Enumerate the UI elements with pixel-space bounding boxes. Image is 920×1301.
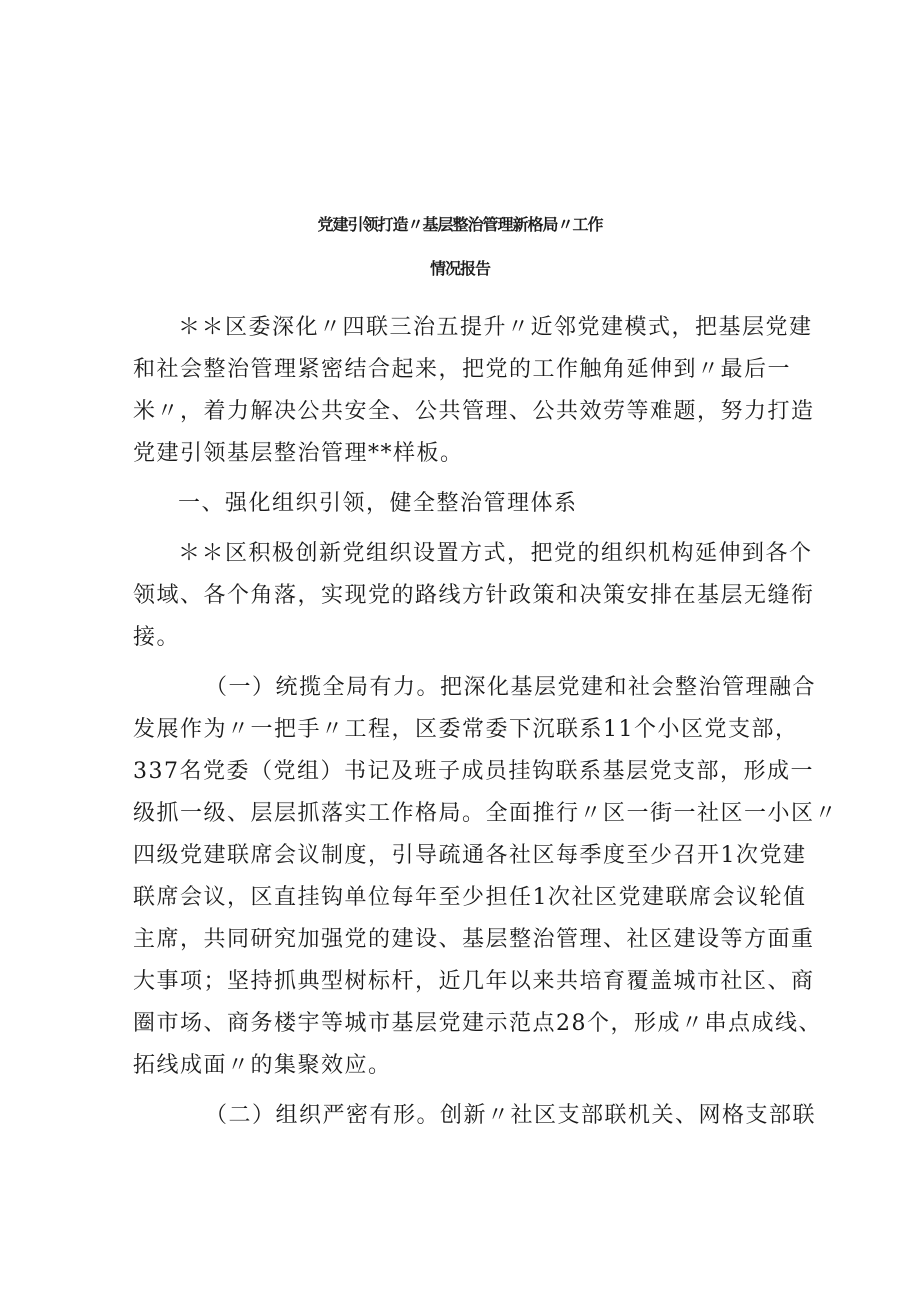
document-title-line-2: 情况报告 (429, 259, 490, 278)
paragraph-3-line-7: 主席，共同研究加强党的建设、基层整治管理、社区建设等方面重 (133, 927, 815, 952)
paragraph-2-line-2: 领域、各个角落，实现党的路线方针政策和决策安排在基层无缝衔 (133, 583, 815, 608)
paragraph-3-line-2: 发展作为〃一把手〃工程，区委常委下沉联系11个小区党支部， (133, 717, 799, 742)
paragraph-3-line-6: 联席会议，区直挂钩单位每年至少担任1次社区党建联席会议轮值 (133, 885, 807, 910)
paragraph-1-line-1: ＊＊区委深化〃四联三治五提升〃近邻党建模式，把基层党建 (178, 315, 813, 340)
document-title-line-1: 党建引领打造〃基层整治管理新格局〃工作 (317, 215, 603, 234)
paragraph-2-line-3: 接。 (133, 625, 181, 650)
paragraph-3-line-9: 圈市场、商务楼宇等城市基层党建示范点28个，形成〃串点成线、 (133, 1011, 822, 1036)
paragraph-3-line-4: 级抓一级、层层抓落实工作格局。全面推行〃区一街一社区一小区〃 (133, 801, 839, 826)
section-heading-1: 一、强化组织引领，健全整治管理体系 (178, 491, 578, 516)
paragraph-3-line-3: 337名党委（党组）书记及班子成员挂钩联系基层党支部，形成一 (133, 759, 814, 784)
paragraph-3-line-5: 四级党建联席会议制度，引导疏通各社区每季度至少召开1次党建 (133, 843, 807, 868)
paragraph-1-line-3: 米〃，着力解决公共安全、公共管理、公共效劳等难题，努力打造 (133, 399, 815, 424)
paragraph-4-line-1: （二）组织严密有形。创新〃社区支部联机关、网格支部联 (205, 1103, 817, 1128)
paragraph-1-line-2: 和社会整治管理紧密结合起来，把党的工作触角延伸到〃最后一 (133, 357, 792, 382)
paragraph-3-line-1: （一）统揽全局有力。把深化基层党建和社会整治管理融合 (205, 675, 817, 700)
paragraph-3-line-8: 大事项；坚持抓典型树标杆，近几年以来共培育覆盖城市社区、商 (133, 969, 815, 994)
paragraph-2-line-1: ＊＊区积极创新党组织设置方式，把党的组织机构延伸到各个 (178, 541, 813, 566)
paragraph-3-line-10: 拓线成面〃的集聚效应。 (133, 1053, 392, 1078)
paragraph-1-line-4: 党建引领基层整治管理**样板。 (133, 441, 464, 466)
